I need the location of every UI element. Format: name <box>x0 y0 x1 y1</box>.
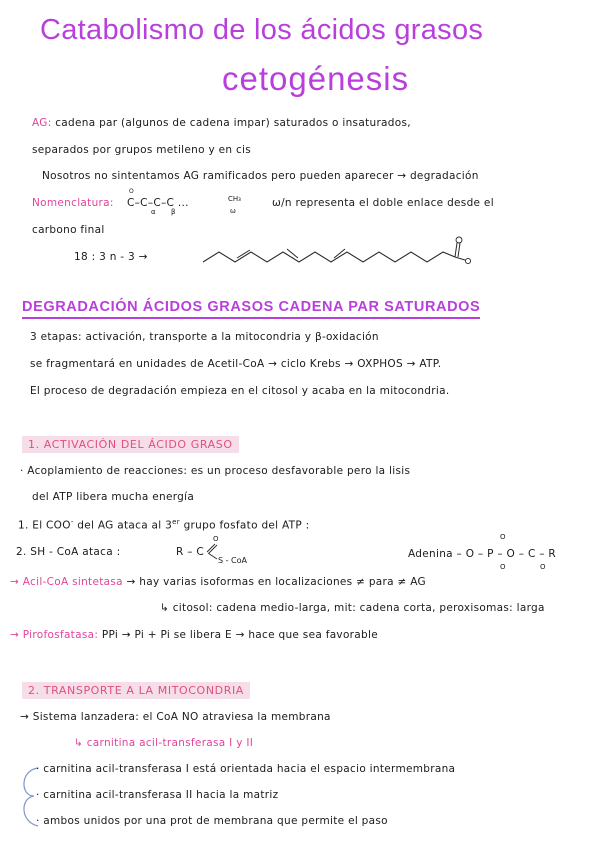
pirofosfatasa-label: → Pirofosfatasa: <box>10 629 99 641</box>
step-1-sup-er: er <box>172 518 180 526</box>
ag-label: AG: <box>32 117 52 129</box>
step-1-sup-minus: - <box>70 518 74 526</box>
skeletal-formula-diagram <box>195 232 485 274</box>
fatty-acid-example: 18 : 3 n - 3 → <box>74 251 148 263</box>
transporte-line-2: ↳ carnitina acil-transferasa I y II <box>74 737 254 749</box>
degradacion-line-1: 3 etapas: activación, transporte a la mitocondria y β-oxidación <box>30 331 379 343</box>
thioester-formula: R – C <box>176 546 205 558</box>
section-heading-degradacion: DEGRADACIÓN ÁCIDOS GRASOS CADENA PAR SATURADOS <box>22 299 480 319</box>
pirofosfatasa <box>10 629 378 641</box>
nomenclatura-desc: ω/n representa el doble enlace desde el <box>272 197 494 209</box>
thioester-o: O <box>213 535 219 543</box>
section-heading-activacion: 1. ACTIVACIÓN DEL ÁCIDO GRASO <box>22 436 239 453</box>
adenylate-o-top: O <box>500 533 506 541</box>
ag-text: cadena par (algunos de cadena impar) saturados o insaturados, <box>55 117 411 129</box>
step-1-part-a: 1. El COO <box>18 519 71 532</box>
nomenclatura-beta: β <box>171 208 176 216</box>
activacion-line-1: · Acoplamiento de reacciones: es un proceso desfavorable pero la lisis <box>20 465 411 477</box>
activacion-step-1 <box>18 518 310 532</box>
acyl-adenylate-formula: Adenina – O – P – O – C – R <box>408 548 556 560</box>
acil-coa-sintetasa <box>10 576 426 588</box>
step-1-part-c: grupo fosfato del ATP : <box>179 519 310 532</box>
degradacion-line-2: se fragmentará en unidades de Acetil-CoA → ciclo Krebs → OXPHOS → ATP. <box>30 358 442 370</box>
page-subtitle: cetogénesis <box>222 60 410 97</box>
nomenclatura-alpha: α <box>151 208 156 216</box>
intro-line-2: separados por grupos metileno y en cis <box>32 144 252 156</box>
nomenclatura-desc-2: carbono final <box>32 224 105 236</box>
transporte-line-1: → Sistema lanzadera: el CoA NO atraviesa la membrana <box>20 711 331 723</box>
acil-coa-text: → hay varias isoformas en localizaciones ≠ para ≠ AG <box>126 576 426 588</box>
pirofosfatasa-text: PPi → Pi + Pi se libera E → hace que sea favorable <box>101 629 378 641</box>
activacion-step-2: 2. SH - CoA ataca : <box>16 546 121 558</box>
nomenclatura-label: Nomenclatura: <box>32 197 114 209</box>
acil-coa-label: → Acil-CoA sintetasa <box>10 576 123 588</box>
nomenclatura-formula: C–C–C–C ... <box>127 197 189 209</box>
nomenclatura-omega: ω <box>230 207 236 215</box>
nomenclatura-ch3: CH₃ <box>228 195 241 203</box>
step-1-part-b: del AG ataca al 3 <box>73 519 173 532</box>
transporte-item-1: · carnitina acil-transferasa I está orientada hacia el espacio intermembrana <box>36 763 456 775</box>
intro-line-3: Nosotros no sintentamos AG ramificados pero pueden aparecer → degradación <box>42 170 479 182</box>
page-title: Catabolismo de los ácidos grasos <box>40 14 484 46</box>
transporte-item-3: · ambos unidos por una prot de membrana que permite el paso <box>36 815 388 827</box>
thioester-scoa: S - CoA <box>218 556 248 565</box>
adenylate-o-right: O <box>540 563 546 571</box>
degradacion-line-3: El proceso de degradación empieza en el citosol y acaba en la mitocondria. <box>30 385 450 397</box>
section-heading-transporte: 2. TRANSPORTE A LA MITOCONDRIA <box>22 682 250 699</box>
activacion-line-2: del ATP libera mucha energía <box>32 491 195 503</box>
thioester-bonds <box>203 538 223 562</box>
ag-definition <box>32 117 411 129</box>
nomenclatura-o: O <box>129 188 134 195</box>
isoform-locations: ↳ citosol: cadena medio-larga, mit: cadena corta, peroxisomas: larga <box>160 602 545 614</box>
adenylate-o-bottom: O <box>500 563 506 571</box>
transporte-item-2: · carnitina acil-transferasa II hacia la matriz <box>36 789 279 801</box>
